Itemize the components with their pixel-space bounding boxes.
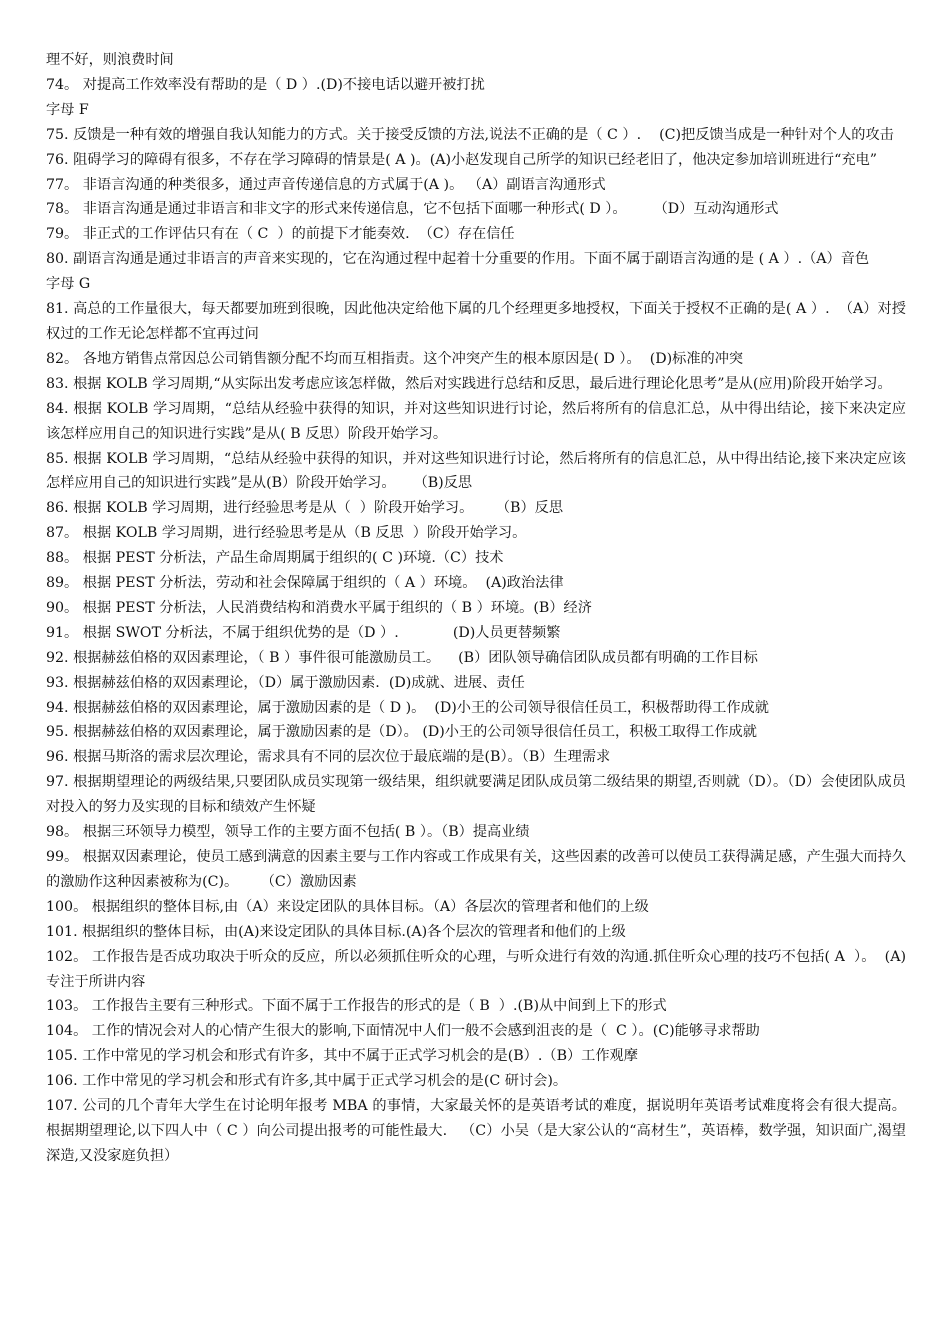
text-paragraph: 75. 反馈是一种有效的增强自我认知能力的方式。关于接受反馈的方法,说法不正确的是（ C ）. (C)把反馈当成是一种针对个人的攻击 <box>46 126 894 143</box>
text-paragraph: 90。 根据 PEST 分析法，人民消费结构和消费水平属于组织的（ B ）环境。(B）经济 <box>46 599 592 616</box>
text-paragraph: 字母 G <box>46 276 91 293</box>
text-paragraph: 77。 非语言沟通的种类很多，通过声音传递信息的方式属于(A )。 （A）副语言沟通形式 <box>46 176 606 193</box>
text-paragraph: 87。 根据 KOLB 学习周期，进行经验思考是从（B 反思 ）阶段开始学习。 <box>46 525 527 542</box>
text-paragraph: 101. 根据组织的整体目标，由(A)来设定团队的具体目标.(A)各个层次的管理者和他们的上级 <box>46 923 626 940</box>
text-paragraph: 79。 非正式的工作评估只有在（ C ）的前提下才能奏效. （C）存在信任 <box>46 226 515 243</box>
text-paragraph: 84. 根据 KOLB 学习周期，“总结从经验中获得的知识，并对这些知识进行讨论，然后将所有的信息汇总，从中得出结论，接下来决定应该怎样应用自己的知识进行实践”是从( B 反思）阶段开始学习。 <box>46 400 906 442</box>
text-paragraph: 74。 对提高工作效率没有帮助的是（ D ）.(D)不接电话以避开被打扰 <box>46 76 485 93</box>
text-paragraph: 76. 阻碍学习的障碍有很多，不存在学习障碍的情景是( A )。(A)小赵发现自己所学的知识已经老旧了，他决定参加培训班进行“充电” <box>46 151 877 168</box>
text-paragraph: 105. 工作中常见的学习机会和形式有许多，其中不属于正式学习机会的是(B）.（B）工作观摩 <box>46 1048 638 1065</box>
text-paragraph: 86. 根据 KOLB 学习周期，进行经验思考是从（ ）阶段开始学习。 （B）反思 <box>46 500 564 517</box>
text-paragraph: 92. 根据赫兹伯格的双因素理论，（ B ）事件很可能激励员工。 (B）团队领导确信团队成员都有明确的工作目标 <box>46 649 758 666</box>
text-paragraph: 106. 工作中常见的学习机会和形式有许多,其中属于正式学习机会的是(C 研讨会)。 <box>46 1073 568 1090</box>
text-paragraph: 97. 根据期望理论的两级结果,只要团队成员实现第一级结果，组织就要满足团队成员第二级结果的期望,否则就（D）。（D）会使团队成员对投入的努力及实现的目标和绩效产生怀疑 <box>46 774 906 816</box>
text-paragraph: 字母 F <box>46 101 89 118</box>
text-paragraph: 理不好，则浪费时间 <box>46 52 174 68</box>
text-paragraph: 82。 各地方销售点常因总公司销售额分配不均而互相指责。这个冲突产生的根本原因是( D ）。 (D)标准的冲突 <box>46 350 744 367</box>
text-paragraph: 96. 根据马斯洛的需求层次理论，需求具有不同的层次位于最底端的是(B）。（B）生理需求 <box>46 749 611 766</box>
text-paragraph: 99。 根据双因素理论，使员工感到满意的因素主要与工作内容或工作成果有关，这些因素的改善可以使员工获得满足感，产生强大而持久的激励作这种因素被称为(C)。 （C）激励因素 <box>46 849 906 890</box>
text-paragraph: 85. 根据 KOLB 学习周期，“总结从经验中获得的知识，并对这些知识进行讨论，然后将所有的信息汇总，从中得出结论,接下来决定应该怎样应用自己的知识进行实践”是从(B）阶段开始学习。 （B)反思 <box>46 450 906 492</box>
text-paragraph: 98。 根据三环领导力模型，领导工作的主要方面不包括( B ）。（B）提高业绩 <box>46 824 530 841</box>
text-paragraph: 80. 副语言沟通是通过非语言的声音来实现的，它在沟通过程中起着十分重要的作用。下面不属于副语言沟通的是 ( A ）.（A）音色 <box>46 251 870 268</box>
text-paragraph: 78。 非语言沟通是通过非语言和非文字的形式来传递信息，它不包括下面哪一种形式( D ）。 （D）互动沟通形式 <box>46 201 779 218</box>
text-paragraph: 88。 根据 PEST 分析法，产品生命周期属于组织的( C )环境.（C）技术 <box>46 550 504 567</box>
text-paragraph: 104。 工作的情况会对人的心情产生很大的影响,下面情况中人们一般不会感到沮丧的是（ C ）。(C)能够寻求帮助 <box>46 1023 760 1040</box>
text-paragraph: 93. 根据赫兹伯格的双因素理论，（D）属于激励因素. (D)成就、进展、责任 <box>46 674 525 691</box>
text-paragraph: 83. 根据 KOLB 学习周期,“从实际出发考虑应该怎样做，然后对实践进行总结和反思，最后进行理论化思考”是从(应用)阶段开始学习。 <box>46 375 892 392</box>
text-paragraph: 91。 根据 SWOT 分析法，不属于组织优势的是（D ）. (D)人员更替频繁 <box>46 624 561 641</box>
text-paragraph: 95. 根据赫兹伯格的双因素理论，属于激励因素的是（D）。 (D)小王的公司领导很信任员工，积极工取得工作成就 <box>46 724 757 741</box>
text-paragraph: 100。 根据组织的整体目标,由（A）来设定团队的具体目标。（A）各层次的管理者和他们的上级 <box>46 898 649 915</box>
text-paragraph: 107. 公司的几个青年大学生在讨论明年报考 MBA 的事情，大家最关怀的是英语考试的难度，据说明年英语考试难度将会有很大提高。根据期望理论,以下四人中（ C ）向公司提出报考的可能性最大. （C）小吴（是大家公认的“高材生”，英语棒，数学强，知识面广,渴望深造,又没家庭负担） <box>46 1098 906 1164</box>
text-paragraph: 89。 根据 PEST 分析法，劳动和社会保障属于组织的（ A ）环境。 (A)政治法律 <box>46 575 564 592</box>
text-paragraph: 94. 根据赫兹伯格的双因素理论，属于激励因素的是（ D )。 (D)小王的公司领导很信任员工，积极帮助得工作成就 <box>46 699 769 716</box>
text-paragraph: 81. 高总的工作量很大，每天都要加班到很晚，因此他决定给他下属的几个经理更多地授权，下面关于授权不正确的是( A ）. （A）对授权过的工作无论怎样都不宜再过问 <box>46 301 906 342</box>
text-paragraph: 103。 工作报告主要有三种形式。下面不属于工作报告的形式的是（ B ）.(B)从中间到上下的形式 <box>46 998 667 1015</box>
text-paragraph: 102。 工作报告是否成功取决于听众的反应，所以必须抓住听众的心理，与听众进行有效的沟通.抓住听众心理的技巧不包括( A ）。 (A)专注于所讲内容 <box>46 948 906 990</box>
